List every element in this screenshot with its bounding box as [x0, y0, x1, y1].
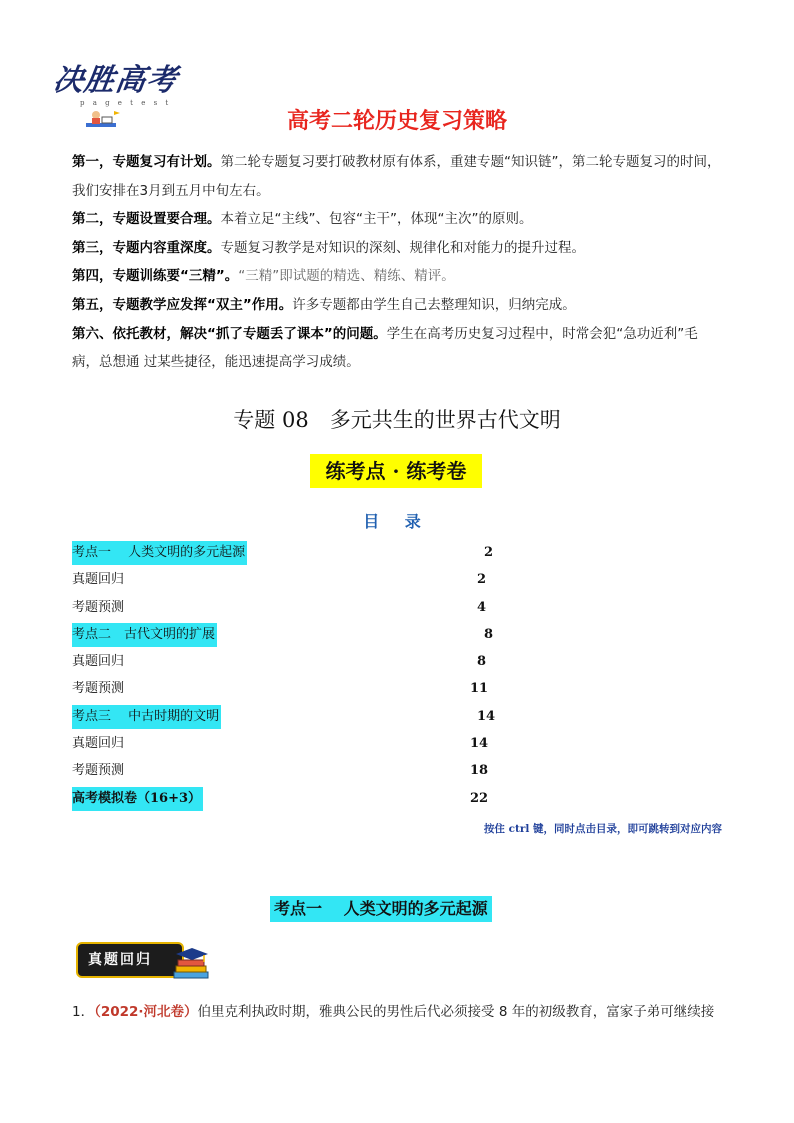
- toc-item-page: 4: [477, 599, 487, 615]
- intro-section: [72, 148, 724, 377]
- topic-title: 专题 08 多元共生的世界古代文明: [233, 408, 561, 432]
- toc-item-label[interactable]: 考点二 古代文明的扩展: [72, 623, 217, 647]
- toc-item[interactable]: [72, 596, 502, 623]
- toc-item-label[interactable]: 考点一 人类文明的多元起源: [72, 541, 247, 565]
- logo-subtext: p a g e t e s t: [80, 99, 172, 107]
- section-heading: 考点一 人类文明的多元起源: [270, 896, 492, 922]
- intro-body-2: 本着立足“主线”、包容“主干”，体现“主次”的原则。: [220, 211, 533, 228]
- question-number: 1．: [72, 1004, 95, 1020]
- toc-item[interactable]: [72, 732, 502, 759]
- toc-item-page: 8: [484, 626, 494, 642]
- toc-item-label[interactable]: 真题回归: [72, 654, 125, 670]
- toc-item-label[interactable]: 考题预测: [72, 599, 125, 615]
- toc-item-label[interactable]: 真题回归: [72, 736, 125, 752]
- toc-item-page: 14: [477, 708, 496, 724]
- logo-text: 决胜高考: [51, 63, 180, 98]
- toc-item[interactable]: [72, 650, 502, 677]
- intro-body-6: 学生在高考历史复习过程中，时常会犯“急功近利”毛病，总想通 过某些捷径，能迅速提高学习成绩。: [72, 325, 698, 371]
- toc-item-label[interactable]: 考点三 中古时期的文明: [72, 705, 221, 729]
- toc-item[interactable]: [72, 568, 502, 595]
- toc-item-page: 18: [470, 763, 489, 779]
- toc-item-page: 2: [484, 545, 494, 560]
- intro-lead-5: 第五，专题教学应发挥“双主”作用。: [72, 296, 293, 313]
- toc-item-page: 8: [477, 654, 487, 670]
- table-of-contents: [72, 541, 502, 814]
- intro-lead-4: 第四，专题训练要“三精”。: [72, 268, 239, 285]
- intro-paragraph-4: [72, 262, 724, 291]
- intro-lead-2: 第二，专题设置要合理。: [72, 211, 221, 228]
- toc-item-label[interactable]: 考题预测: [72, 763, 125, 779]
- toc-item[interactable]: [72, 705, 502, 732]
- intro-body-3: 专题复习教学是对知识的深刻、规律化和对能力的提升过程。: [220, 239, 585, 256]
- intro-paragraph-5: [72, 291, 724, 320]
- page-title-text: 高考二轮历史复习策略: [286, 109, 507, 134]
- intro-lead-3: 第三，专题内容重深度。: [72, 239, 221, 256]
- toc-item[interactable]: [72, 759, 502, 786]
- intro-paragraph-2: [72, 205, 724, 234]
- toc-item[interactable]: [72, 623, 502, 650]
- toc-item-page: 11: [470, 681, 489, 697]
- question-source: （2022·河北卷）: [94, 1004, 198, 1020]
- navigation-hint: 按住 ctrl 键，同时点击目录，即可跳转到对应内容: [483, 823, 722, 835]
- question-1: [72, 1001, 732, 1023]
- toc-title: 目 录: [363, 512, 431, 531]
- intro-body-5: 许多专题都由学生自己去整理知识，归纳完成。: [292, 296, 576, 313]
- practice-subtitle: 练考点 · 练考卷: [310, 454, 482, 488]
- toc-item[interactable]: [72, 541, 502, 568]
- real-exam-badge: [76, 938, 196, 982]
- intro-paragraph-3: [72, 234, 724, 263]
- question-text: 伯里克利执政时期，雅典公民的男性后代必须接受 8 年的初级教育，富家子弟可继续接: [197, 1004, 715, 1020]
- toc-item-label[interactable]: 考题预测: [72, 681, 125, 697]
- toc-item-label[interactable]: 高考模拟卷（16+3）: [72, 787, 203, 811]
- toc-item[interactable]: [72, 677, 502, 704]
- toc-item-page: 2: [477, 572, 487, 588]
- toc-item[interactable]: [72, 787, 502, 814]
- intro-paragraph-1: [72, 148, 724, 205]
- toc-item-page: 14: [470, 736, 489, 752]
- intro-paragraph-6: [72, 320, 724, 377]
- intro-body-1: 第二轮专题复习要打破教材原有体系，重建专题“知识链”，第二轮专题复习的时间，我们安排在3月到五月中旬左右。: [72, 154, 721, 199]
- toc-item-page: 22: [470, 790, 489, 806]
- intro-lead-6: 第六、依托教材，解决“抓了专题丢了课本”的问题。: [72, 325, 387, 342]
- intro-lead-1: 第一，专题复习有计划。: [72, 154, 221, 170]
- page-title: [0, 104, 794, 135]
- intro-body-4: “三精”即试题的精选、精练、精评。: [238, 268, 455, 285]
- books-icon: [170, 946, 214, 982]
- toc-item-label[interactable]: 真题回归: [72, 572, 125, 588]
- badge-label: 真题回归: [88, 952, 152, 968]
